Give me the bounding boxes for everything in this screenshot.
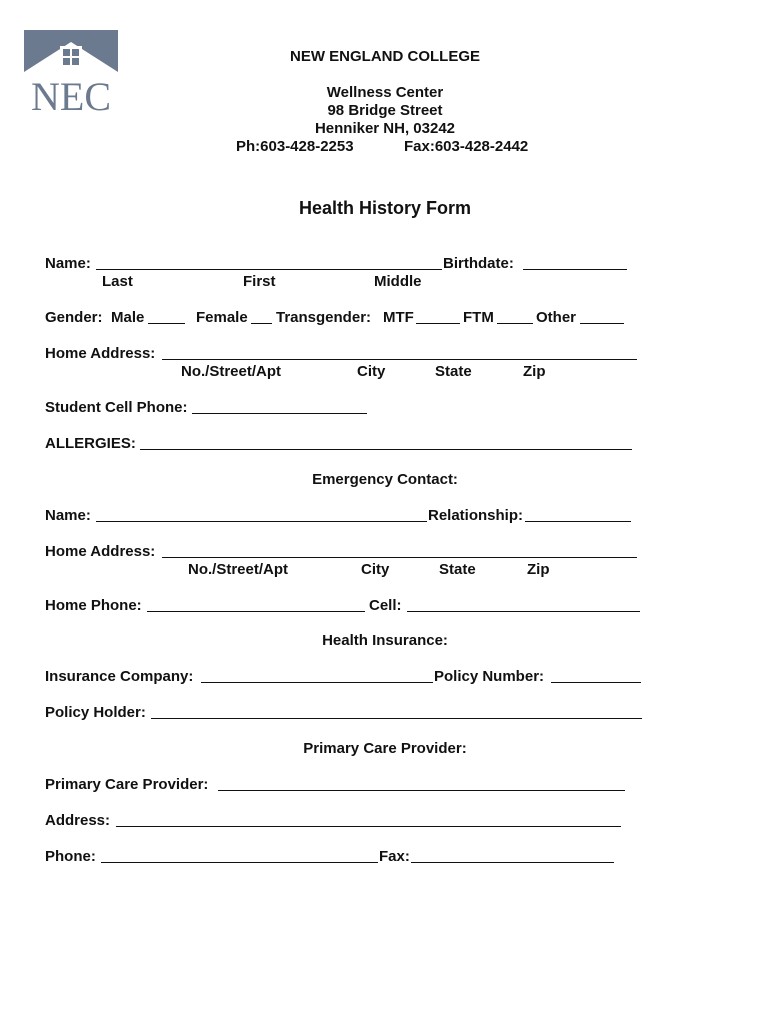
wellness-center: Wellness Center	[326, 84, 444, 101]
first-sublabel: First	[243, 273, 276, 290]
home-address-label: Home Address:	[45, 345, 156, 362]
policy-holder-label: Policy Holder:	[45, 704, 146, 721]
allergies-label: ALLERGIES:	[45, 435, 136, 452]
logo-text: NEC	[31, 74, 111, 116]
emergency-street-sublabel: No./Street/Apt	[188, 561, 289, 578]
home-phone-label: Home Phone:	[45, 597, 142, 614]
pcp-fax-label: Fax:	[379, 848, 410, 865]
emergency-cell-label: Cell:	[369, 597, 402, 614]
college-name: NEW ENGLAND COLLEGE	[290, 48, 480, 65]
pcp-phone-field[interactable]	[101, 862, 378, 863]
home-phone-field[interactable]	[147, 611, 365, 612]
policy-number-label: Policy Number:	[434, 668, 545, 685]
mtf-field[interactable]	[416, 323, 460, 324]
ftm-field[interactable]	[497, 323, 533, 324]
name-label: Name:	[45, 255, 91, 272]
form-title: Health History Form	[298, 198, 472, 218]
home-address-field[interactable]	[162, 359, 637, 360]
state-sublabel: State	[435, 363, 472, 380]
other-field[interactable]	[580, 323, 624, 324]
pcp-label: Primary Care Provider:	[45, 776, 209, 793]
emergency-zip-sublabel: Zip	[527, 561, 550, 578]
female-label: Female	[196, 309, 248, 326]
college-fax: Fax:603-428-2442	[404, 138, 529, 155]
transgender-label: Transgender:	[276, 309, 372, 326]
emergency-name-label: Name:	[45, 507, 91, 524]
pcp-heading: Primary Care Provider:	[303, 740, 467, 757]
mtf-label: MTF	[383, 309, 414, 326]
insurance-company-label: Insurance Company:	[45, 668, 194, 685]
street-sublabel: No./Street/Apt	[181, 363, 282, 380]
city-address: Henniker NH, 03242	[314, 120, 456, 137]
female-field[interactable]	[251, 323, 272, 324]
emergency-city-sublabel: City	[361, 561, 390, 578]
ftm-label: FTM	[463, 309, 494, 326]
male-field[interactable]	[148, 323, 185, 324]
pcp-field[interactable]	[218, 790, 625, 791]
policy-holder-field[interactable]	[151, 718, 642, 719]
cell-phone-field[interactable]	[192, 413, 367, 414]
street-address: 98 Bridge Street	[327, 102, 443, 119]
city-sublabel: City	[357, 363, 386, 380]
policy-number-field[interactable]	[551, 682, 641, 683]
insurance-company-field[interactable]	[201, 682, 433, 683]
relationship-label: Relationship:	[428, 507, 524, 524]
emergency-name-field[interactable]	[96, 521, 427, 522]
allergies-field[interactable]	[140, 449, 632, 450]
cell-phone-label: Student Cell Phone:	[45, 399, 188, 416]
emergency-address-field[interactable]	[162, 557, 637, 558]
male-label: Male	[111, 309, 145, 326]
insurance-heading: Health Insurance:	[322, 632, 448, 649]
pcp-address-field[interactable]	[116, 826, 621, 827]
gender-label: Gender:	[45, 309, 103, 326]
pcp-fax-field[interactable]	[411, 862, 614, 863]
relationship-field[interactable]	[525, 521, 631, 522]
middle-sublabel: Middle	[374, 273, 422, 290]
name-field[interactable]	[96, 269, 442, 270]
last-sublabel: Last	[102, 273, 133, 290]
other-label: Other	[536, 309, 577, 326]
pcp-phone-label: Phone:	[45, 848, 96, 865]
emergency-heading: Emergency Contact:	[312, 471, 458, 488]
zip-sublabel: Zip	[523, 363, 546, 380]
emergency-state-sublabel: State	[439, 561, 476, 578]
pcp-address-label: Address:	[45, 812, 111, 829]
birthdate-label: Birthdate:	[443, 255, 514, 272]
emergency-cell-field[interactable]	[407, 611, 640, 612]
college-phone: Ph:603-428-2253	[236, 138, 354, 155]
birthdate-field[interactable]	[523, 269, 627, 270]
emergency-address-label: Home Address:	[45, 543, 156, 560]
